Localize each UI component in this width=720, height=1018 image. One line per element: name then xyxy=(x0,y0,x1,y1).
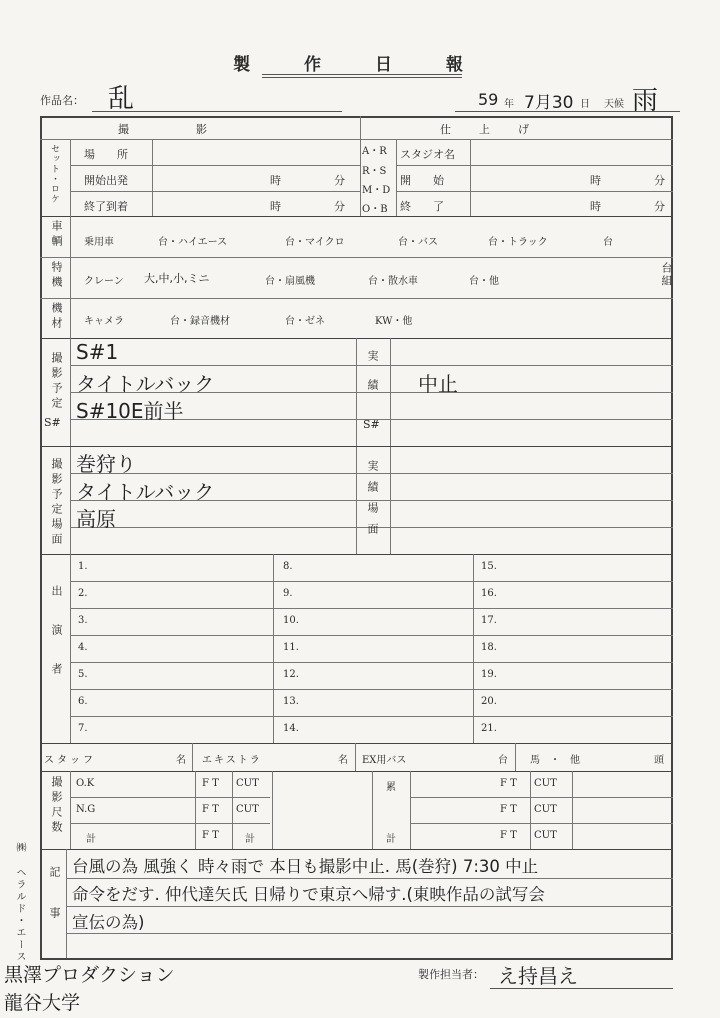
section-satsuei: 撮 影 xyxy=(118,123,209,136)
special-unit: 台組 xyxy=(660,262,673,288)
work-value: 乱 xyxy=(108,84,135,114)
set-loke-label: セット・ロケ xyxy=(49,144,59,204)
producer-value: え持昌え xyxy=(498,964,578,988)
cast-number: 2. xyxy=(78,588,88,599)
weather-label: 天候 xyxy=(604,99,624,110)
plan-line: S#1 xyxy=(76,340,119,364)
day-label: 日 xyxy=(580,99,590,110)
plan-label: 撮影予定 xyxy=(50,352,63,412)
cast-number: 5. xyxy=(78,669,88,680)
title-underline xyxy=(262,77,462,78)
hour-label: 時 xyxy=(270,200,281,213)
plan-scene-line: 高原 xyxy=(76,507,116,531)
producer-label: 製作担当者： xyxy=(418,968,484,981)
notes-line: 宣伝の為) xyxy=(72,913,145,932)
ob-label: O・B xyxy=(362,204,388,215)
special-item: 台・散水車 xyxy=(368,276,418,287)
equipment-item: 台・録音機材 xyxy=(170,316,230,327)
start-label: 開 始 xyxy=(400,174,444,187)
cast-number: 14. xyxy=(283,723,299,734)
vehicle-item: 台・ハイエース xyxy=(158,237,228,248)
minute-label: 分 xyxy=(334,174,345,187)
cast-number: 20. xyxy=(481,696,497,707)
cast-number: 18. xyxy=(481,642,497,653)
end-arrive-label: 終了到着 xyxy=(84,200,128,213)
total-label: 計 xyxy=(245,834,255,845)
plan-scene-label: 撮影予定場面 xyxy=(50,458,63,548)
minute-label: 分 xyxy=(654,200,665,213)
vehicles-label: 車輌 xyxy=(50,220,63,250)
actual-scene-label: 実績場面 xyxy=(366,460,379,544)
actual-suffix: S# xyxy=(363,418,380,431)
equipment-item: 台・ゼネ xyxy=(285,316,325,327)
special-item: 台・他 xyxy=(469,276,499,287)
ft-label: F T xyxy=(202,804,219,815)
cut-label: CUT xyxy=(534,778,557,789)
actual-value: 中止 xyxy=(418,372,458,396)
hour-label: 時 xyxy=(270,174,281,187)
place-label: 場 所 xyxy=(84,148,128,161)
special-item: 台・扇風機 xyxy=(265,276,315,287)
work-underline xyxy=(92,111,342,112)
work-label: 作品名： xyxy=(40,94,84,107)
watermark-line1: 黒澤プロダクション xyxy=(4,964,175,986)
cast-number: 21. xyxy=(481,723,497,734)
cut-label: CUT xyxy=(534,804,557,815)
cast-number: 9. xyxy=(283,588,293,599)
extra-name-unit: 名 xyxy=(338,755,348,766)
notes-line: 台風の為 風強く 時々雨で 本日も撮影中止. 馬(巻狩) 7:30 中止 xyxy=(72,857,539,876)
ng-label: N.G xyxy=(76,804,96,815)
cast-number: 11. xyxy=(283,642,299,653)
date-underline xyxy=(455,111,680,112)
cut-label: CUT xyxy=(236,778,259,789)
notes-line: 命令をだす. 仲代達矢氏 日帰りで東京へ帰す.(東映作品の試写会 xyxy=(72,885,545,904)
page-title: 製 作 日 報 xyxy=(233,55,487,75)
special-label: 特機 xyxy=(50,261,63,291)
cast-number: 10. xyxy=(283,615,299,626)
bus-unit: 台 xyxy=(498,755,508,766)
plan-scene-line: 巻狩り xyxy=(76,452,136,476)
publisher-label: ㈱ ヘラルド・エース xyxy=(14,842,25,963)
year-label: 年 xyxy=(504,99,514,110)
rs-label: R・S xyxy=(362,166,387,177)
cast-number: 13. xyxy=(283,696,299,707)
cast-number: 7. xyxy=(78,723,88,734)
cast-number: 16. xyxy=(481,588,497,599)
section-shiage: 仕 上 げ xyxy=(440,123,531,136)
studio-name-label: スタジオ名 xyxy=(400,148,455,161)
cast-number: 4. xyxy=(78,642,88,653)
staff-label: スタッフ xyxy=(44,755,96,766)
equipment-item: KW・他 xyxy=(375,316,413,327)
ft-label: F T xyxy=(500,804,517,815)
ar-label: A・R xyxy=(362,146,387,157)
vehicle-item: 乗用車 xyxy=(84,237,114,248)
total2-label: 計 xyxy=(386,834,396,845)
ft-label: F T xyxy=(202,778,219,789)
cast-number: 1. xyxy=(78,561,88,572)
special-item: クレーン xyxy=(84,276,124,287)
start-depart-label: 開始出発 xyxy=(84,174,128,187)
equipment-label: 機材 xyxy=(50,302,63,332)
cut-label: CUT xyxy=(236,804,259,815)
plan-line: タイトルバック xyxy=(76,372,215,396)
cast-number: 19. xyxy=(481,669,497,680)
crane-sizes: 大,中,小,ミニ xyxy=(144,272,210,285)
minute-label: 分 xyxy=(654,174,665,187)
cast-number: 12. xyxy=(283,669,299,680)
date-monthday: 7月30 xyxy=(524,93,574,113)
ft-label: F T xyxy=(202,830,219,841)
actual-label: 実績 xyxy=(366,350,379,408)
vehicle-item: 台 xyxy=(603,237,613,248)
cut-label: CUT xyxy=(534,830,557,841)
cast-number: 17. xyxy=(481,615,497,626)
ex-bus-label: EX用バス xyxy=(362,755,407,766)
equipment-item: キャメラ xyxy=(84,316,124,327)
ft-label: F T xyxy=(500,830,517,841)
cast-number: 6. xyxy=(78,696,88,707)
title-underline xyxy=(262,74,462,75)
date-year: 59 xyxy=(478,90,499,109)
notes-label: 記事 xyxy=(48,866,61,948)
end-label: 終 了 xyxy=(400,200,444,213)
cast-number: 3. xyxy=(78,615,88,626)
plan-suffix: S# xyxy=(44,416,61,429)
hour-label: 時 xyxy=(590,200,601,213)
cast-number: 15. xyxy=(481,561,497,572)
vehicle-item: 台・トラック xyxy=(488,237,548,248)
weather-value: 雨 xyxy=(632,86,659,116)
cast-number: 8. xyxy=(283,561,293,572)
horse-unit: 頭 xyxy=(654,755,664,766)
md-label: M・D xyxy=(362,185,391,196)
watermark-line2: 龍谷大学 xyxy=(4,992,81,1014)
vehicle-item: 台・バス xyxy=(398,237,438,248)
cumulative-label: 累 xyxy=(386,782,396,793)
extra-label: エキストラ xyxy=(202,755,262,766)
hour-label: 時 xyxy=(590,174,601,187)
total-label: 計 xyxy=(86,834,96,845)
minute-label: 分 xyxy=(334,200,345,213)
horse-label: 馬 ・ 他 xyxy=(530,755,580,766)
plan-line: S#10E前半 xyxy=(76,399,184,423)
cast-label: 出演者 xyxy=(50,585,63,702)
staff-name-unit: 名 xyxy=(176,755,186,766)
plan-scene-line: タイトルバック xyxy=(76,480,215,504)
film-label: 撮影尺数 xyxy=(50,776,63,836)
ft-label: F T xyxy=(500,778,517,789)
ok-label: O.K xyxy=(76,778,95,789)
producer-underline xyxy=(490,988,673,989)
vehicle-item: 台・マイクロ xyxy=(285,237,345,248)
